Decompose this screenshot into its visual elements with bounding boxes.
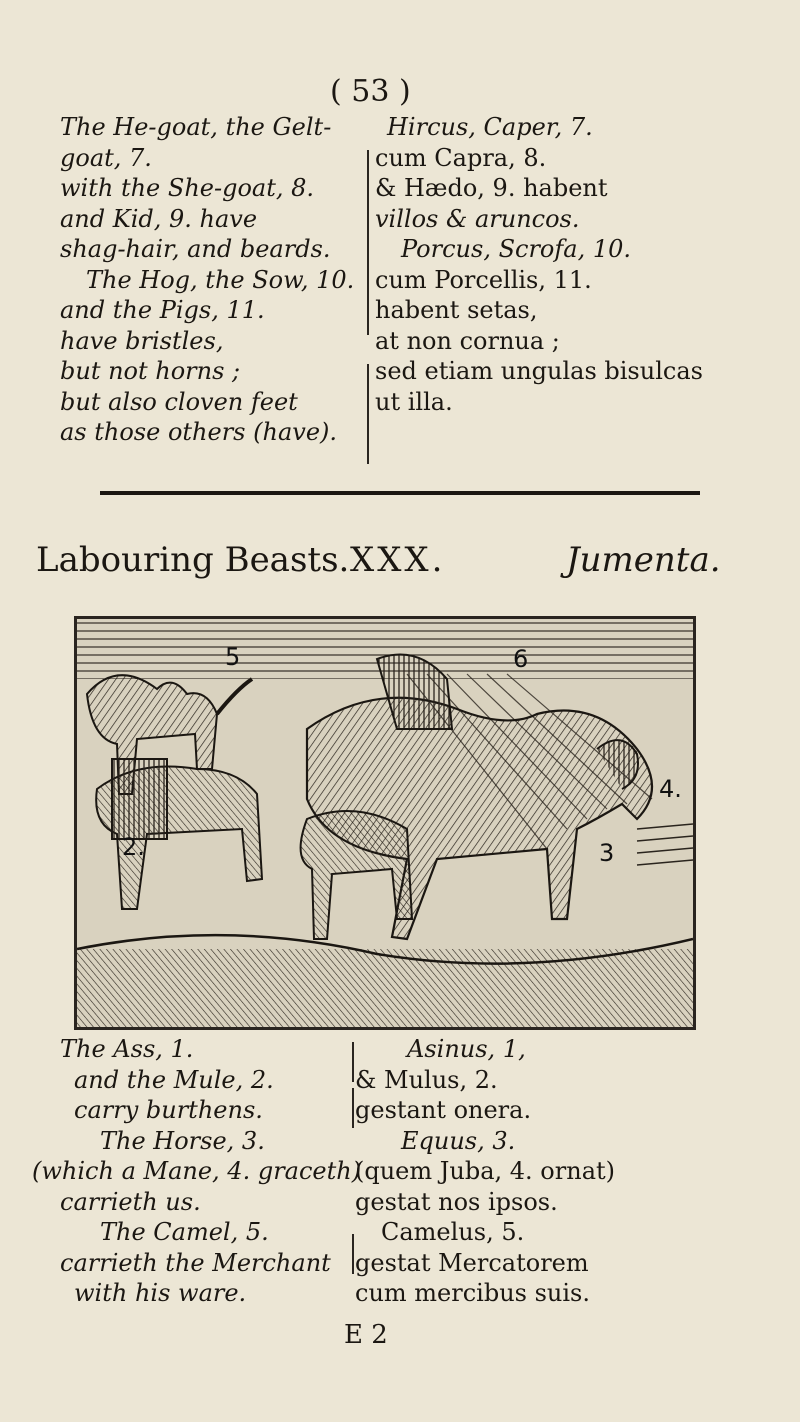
text-line: gestat nos ipsos. bbox=[355, 1187, 558, 1216]
text-line: Equus, 3. bbox=[401, 1126, 516, 1155]
ground-hatching bbox=[77, 949, 693, 1027]
text-line: cum Porcellis, 11. bbox=[375, 265, 592, 294]
text-line: sed etiam ungulas bisulcas bbox=[375, 357, 703, 385]
section-title-english: Labouring Beasts. bbox=[36, 540, 350, 580]
plate-label-2: 2. bbox=[122, 833, 145, 861]
section-title-latin: Jumenta. bbox=[566, 540, 721, 580]
plate-label-4: 4. bbox=[659, 775, 682, 803]
engraving-illustration bbox=[77, 619, 693, 1027]
plate-label-6: 6 bbox=[513, 645, 529, 673]
text-line: The He-goat, the Gelt- bbox=[60, 113, 332, 141]
text-line: with the She-goat, 8. bbox=[60, 174, 315, 202]
text-line: villos & aruncos. bbox=[375, 204, 580, 233]
text-line: (quem Juba, 4. ornat) bbox=[355, 1157, 616, 1185]
text-line: The Ass, 1. bbox=[60, 1035, 194, 1063]
engraving-plate bbox=[74, 616, 696, 1030]
text-line: Camelus, 5. bbox=[381, 1218, 525, 1246]
text-line: but also cloven feet bbox=[60, 387, 298, 416]
column-divider bbox=[367, 364, 369, 464]
text-line: with his ware. bbox=[74, 1279, 247, 1307]
lower-english-column bbox=[32, 1034, 380, 1309]
text-line: shag-hair, and beards. bbox=[60, 235, 331, 263]
text-line: as those others (have). bbox=[60, 418, 338, 446]
text-line: carrieth the Merchant bbox=[60, 1248, 331, 1277]
text-line: Asinus, 1, bbox=[407, 1035, 526, 1063]
column-divider bbox=[367, 150, 369, 335]
upper-latin-column bbox=[375, 112, 795, 417]
text-line: and Kid, 9. have bbox=[60, 204, 258, 233]
text-line: The Horse, 3. bbox=[100, 1126, 265, 1155]
text-line: gestant onera. bbox=[355, 1096, 532, 1124]
text-line: at non cornua ; bbox=[375, 326, 560, 355]
horse-figure bbox=[307, 655, 652, 940]
text-line: The Camel, 5. bbox=[100, 1218, 269, 1246]
text-line: (which a Mane, 4. graceth) bbox=[32, 1157, 362, 1185]
text-line: cum Capra, 8. bbox=[375, 143, 547, 172]
plate-label-5: 5 bbox=[225, 643, 241, 671]
text-line: but not horns ; bbox=[60, 357, 241, 385]
signature-mark: E 2 bbox=[344, 1320, 388, 1350]
text-line: carry burthens. bbox=[74, 1096, 263, 1124]
text-line: habent setas, bbox=[375, 296, 538, 324]
text-line: ut illa. bbox=[375, 387, 453, 416]
lower-latin-column bbox=[355, 1034, 795, 1309]
page-number: ( 53 ) bbox=[330, 74, 411, 109]
text-line: Porcus, Scrofa, 10. bbox=[401, 235, 631, 263]
column-divider bbox=[352, 1088, 354, 1128]
text-line: Hircus, Caper, 7. bbox=[387, 113, 593, 141]
text-line: goat, 7. bbox=[60, 143, 152, 172]
text-line: & Mulus, 2. bbox=[355, 1065, 498, 1094]
text-line: and the Pigs, 11. bbox=[60, 296, 265, 324]
text-line: gestat Mercatorem bbox=[355, 1248, 589, 1277]
wall-lines bbox=[637, 824, 693, 865]
text-line: have bristles, bbox=[60, 326, 224, 355]
text-line: The Hog, the Sow, 10. bbox=[86, 265, 355, 294]
upper-english-column bbox=[60, 112, 360, 448]
text-line: cum mercibus suis. bbox=[355, 1279, 590, 1307]
section-number: XXX. bbox=[350, 540, 446, 580]
text-line: & Hædo, 9. habent bbox=[375, 174, 608, 202]
column-divider bbox=[352, 1234, 354, 1274]
plate-label-3: 3 bbox=[599, 839, 615, 867]
column-divider bbox=[352, 1042, 354, 1082]
text-line: carrieth us. bbox=[60, 1187, 201, 1216]
section-divider bbox=[100, 491, 700, 495]
text-line: and the Mule, 2. bbox=[74, 1065, 274, 1094]
